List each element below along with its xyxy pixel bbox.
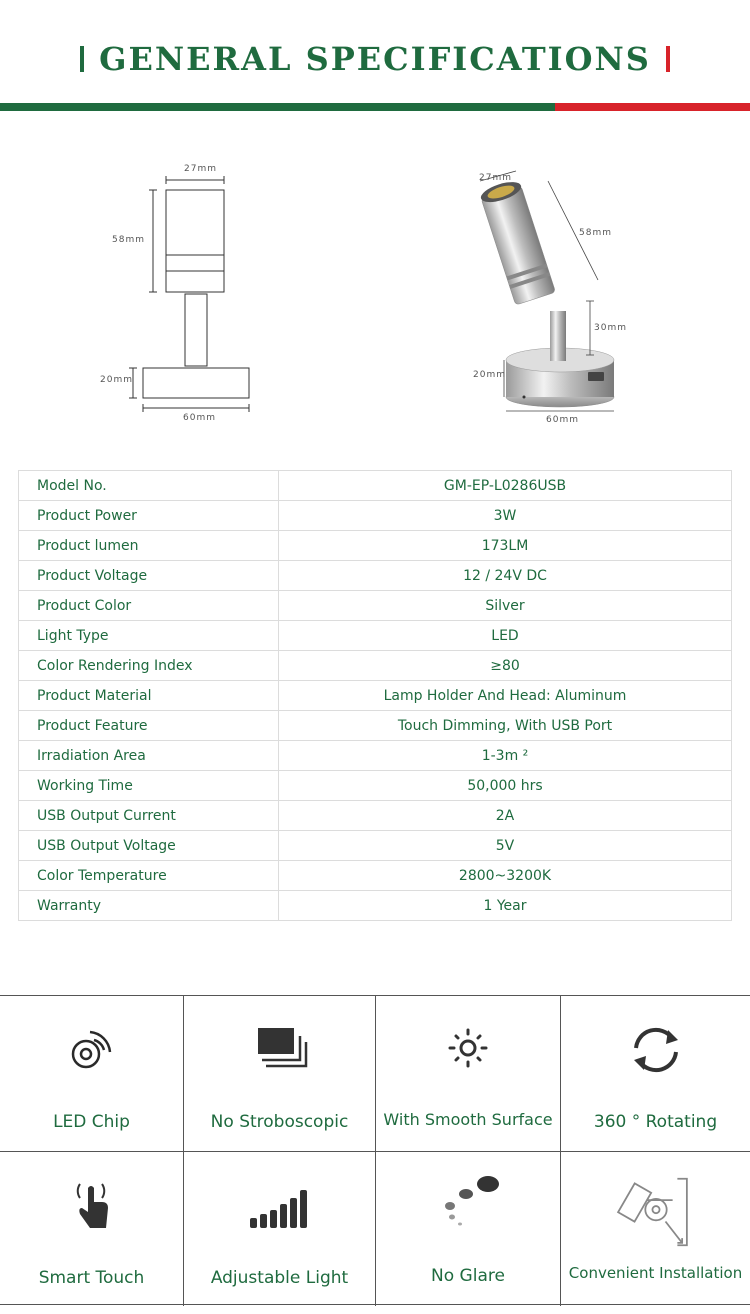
layers-icon — [248, 1018, 312, 1082]
feature-label: Convenient Installation — [568, 1264, 743, 1282]
spec-label: Working Time — [19, 771, 279, 801]
front-height: 58mm — [112, 235, 145, 245]
title-bar-right — [666, 46, 670, 72]
feature-led-chip — [0, 996, 184, 1151]
spec-value: Silver — [279, 591, 732, 621]
spec-row — [19, 831, 732, 861]
spec-label: Product lumen — [19, 531, 279, 561]
title-bar-left — [80, 46, 84, 72]
spec-value: ≥80 — [279, 651, 732, 681]
spec-label: USB Output Current — [19, 801, 279, 831]
feature-label: With Smooth Surface — [383, 1110, 553, 1129]
spec-value: 1-3m ² — [279, 741, 732, 771]
spec-row — [19, 801, 732, 831]
spec-row — [19, 741, 732, 771]
spec-label: Product Feature — [19, 711, 279, 741]
feature-label: LED Chip — [53, 1112, 130, 1132]
spec-value: 5V — [279, 831, 732, 861]
feature-no-stroboscopic — [184, 996, 376, 1151]
side-height: 58mm — [579, 228, 612, 238]
spec-row — [19, 531, 732, 561]
spec-value: Lamp Holder And Head: Aluminum — [279, 681, 732, 711]
spec-value: 2A — [279, 801, 732, 831]
spec-label: Color Rendering Index — [19, 651, 279, 681]
feature-adjustable-light — [184, 1151, 376, 1306]
signal-bars-icon — [248, 1174, 312, 1238]
spec-table-body — [19, 471, 732, 921]
feature-smooth-surface — [376, 996, 561, 1151]
side-base-width: 60mm — [546, 415, 579, 425]
spec-value: 2800~3200K — [279, 861, 732, 891]
sun-icon — [436, 1018, 500, 1082]
spec-value: 1 Year — [279, 891, 732, 921]
spec-row — [19, 501, 732, 531]
spec-label: Product Power — [19, 501, 279, 531]
feature-360-rotating — [561, 996, 750, 1151]
feature-convenient-installation — [561, 1151, 750, 1306]
spec-label: Warranty — [19, 891, 279, 921]
front-base-width: 60mm — [183, 413, 216, 423]
stripe-red — [555, 103, 750, 111]
stripe-green — [0, 103, 555, 111]
side-base-height: 20mm — [473, 370, 506, 380]
spec-label: Product Color — [19, 591, 279, 621]
spec-label: Color Temperature — [19, 861, 279, 891]
front-dimension-drawing — [100, 155, 270, 430]
feature-label: Adjustable Light — [210, 1268, 349, 1288]
front-base-height: 20mm — [100, 375, 133, 385]
feature-label: No Glare — [431, 1266, 505, 1286]
spec-label: Product Material — [19, 681, 279, 711]
spec-value: 12 / 24V DC — [279, 561, 732, 591]
page-title: GENERAL SPECIFICATIONS — [99, 40, 651, 78]
spec-row — [19, 651, 732, 681]
features-grid — [0, 995, 750, 1305]
header — [0, 0, 750, 120]
spec-value: 173LM — [279, 531, 732, 561]
spec-row — [19, 711, 732, 741]
rotate-icon — [624, 1018, 688, 1082]
install-icon — [611, 1174, 701, 1250]
spec-row — [19, 771, 732, 801]
spec-label: Model No. — [19, 471, 279, 501]
feature-smart-touch — [0, 1151, 184, 1306]
front-top-width: 27mm — [184, 164, 217, 174]
spec-value: GM-EP-L0286USB — [279, 471, 732, 501]
spec-label: Irradiation Area — [19, 741, 279, 771]
spec-row — [19, 621, 732, 651]
spec-label: USB Output Voltage — [19, 831, 279, 861]
side-neck: 30mm — [594, 323, 627, 333]
spec-row — [19, 891, 732, 921]
title-wrap — [0, 40, 750, 78]
spec-row — [19, 681, 732, 711]
side-top-width: 27mm — [479, 173, 512, 183]
spec-value: Touch Dimming, With USB Port — [279, 711, 732, 741]
spec-label: Product Voltage — [19, 561, 279, 591]
touch-icon — [60, 1174, 124, 1238]
spec-row — [19, 591, 732, 621]
feature-label: 360 ° Rotating — [593, 1112, 718, 1132]
spec-table — [18, 470, 732, 921]
product-photo-drawing — [470, 165, 640, 430]
spec-label: Light Type — [19, 621, 279, 651]
feature-label: No Stroboscopic — [210, 1112, 349, 1132]
spec-row — [19, 861, 732, 891]
glare-dots-icon — [436, 1174, 500, 1238]
spec-value: LED — [279, 621, 732, 651]
feature-label: Smart Touch — [38, 1268, 145, 1288]
spec-row — [19, 471, 732, 501]
spec-row — [19, 561, 732, 591]
feature-no-glare — [376, 1151, 561, 1306]
spec-value: 3W — [279, 501, 732, 531]
led-chip-icon — [60, 1018, 124, 1082]
spec-value: 50,000 hrs — [279, 771, 732, 801]
